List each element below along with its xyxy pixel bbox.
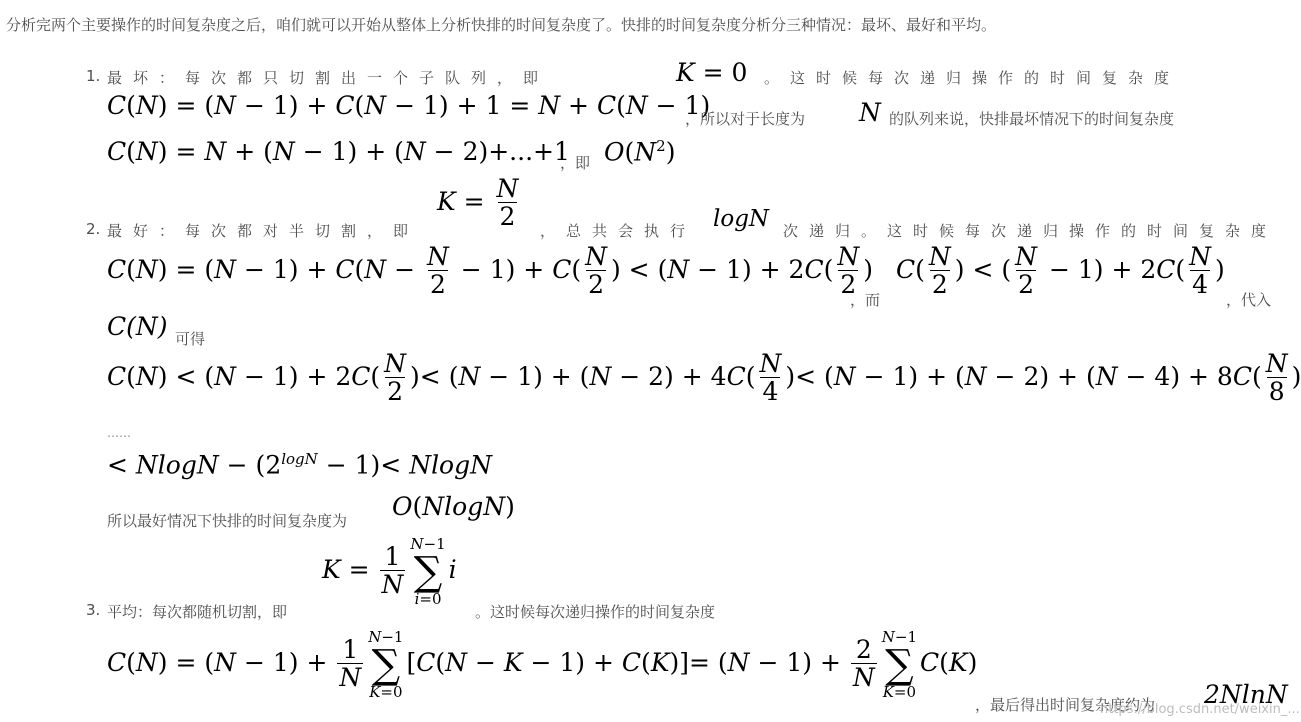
case1-text-3: 的队列来说，快排最坏情况下的时间复杂度 [889,110,1175,128]
case1-equation-1: C(N) = (N − 1) + C(N − 1) + 1 = N + C(N − 1) [107,91,711,120]
case1-text-4: ，即 [560,154,591,172]
case2-best-text: 所以最好情况下快排的时间复杂度为 [107,512,348,530]
case1-label: 最坏：每次都只切割出一个子队列，即 [107,69,550,87]
case3-result-text: 2NlnN [1204,680,1288,709]
case3-tail: 。这时候每次递归操作的时间复杂度 [475,603,716,621]
case2-tail: 次递归。这时候每次递归操作的时间复杂度 [783,222,1278,240]
case1-tail: 。这时候每次递归操作的时间复杂度 [764,69,1181,87]
case3-condition: K = $\frac{1}{N}$ N−1 ∑ i=0 i [322,535,457,608]
case2-text-dai: ，代入 [1226,291,1272,309]
case1-equation-2: C(N) = N + (N − 1) + (N − 2)+...+1 [107,137,570,166]
ellipsis: …… [107,426,131,440]
case2-equation-1: C(N) = (N − 1) + C(N − $\frac{N}{2}$ − 1) + C( $\frac{N}{2}$ ) < (N − 1) + 2C( $\frac{N}{2}$ ) [107,242,874,300]
case2-label: 最好：每次都对半切割，即 [107,222,420,240]
cn-text: C(N) [107,312,168,341]
case1-result: $O(N^2)$ [604,137,676,167]
list-number-1: 1. [86,67,101,85]
list-number-3: 3. [86,601,101,619]
case2-text-1: ，总共会执行 [540,222,697,240]
case3-final-text: ，最后得出时间复杂度约为 [975,696,1156,714]
case2-logn [713,206,769,232]
case2-text-er: ，而 [850,291,881,309]
watermark: https://blog.csdn.net/weixin_... [1100,702,1300,717]
case3-label: 平均：每次都随机切割，即 [107,603,288,621]
case1-condition: K = 0 [676,58,748,87]
case2-equation-2: C( $\frac{N}{2}$ ) < ( $\frac{N}{2}$ − 1) + 2C( $\frac{N}{4}$ ) [896,242,1225,300]
list-number-2: 2. [86,220,101,238]
case2-condition: K = $\frac{N}{2}$ [437,174,519,232]
case2-bound: < $NlogN - (2^{logN} - 1)< NlogN$ [107,450,492,480]
var-n [859,98,881,127]
case2-result: O(NlogN) [392,492,515,521]
case2-equation-3: C(N) < (N − 1) + 2C( $\frac{N}{2}$ )< (N − 1) + (N − 2) + 4C( $\frac{N}{4}$ )< (N − 1) + (N − 2) + (N − 4) + 8C( $\frac{N}{8}$ ) [107,349,1301,407]
var-n-text: N [859,98,881,127]
intro-paragraph: 分析完两个主要操作的时间复杂度之后，咱们就可以开始从整体上分析快排的时间复杂度了。快排的时间复杂度分析分三种情况：最坏、最好和平均。 [6,16,997,34]
case2-text-kede: 可得 [175,330,206,348]
case2-cn [107,312,168,341]
case1-text-2: ，所以对于长度为 [685,110,806,128]
case3-equation: C(N) = (N − 1) + $\frac{1}{N}$ N−1 ∑ K=0 [C(N − K − 1) + C(K)]= (N − 1) + $\frac{2}{N}$ N−1 ∑ K=0 C(K) [107,628,978,701]
logn-text: logN [713,206,770,232]
